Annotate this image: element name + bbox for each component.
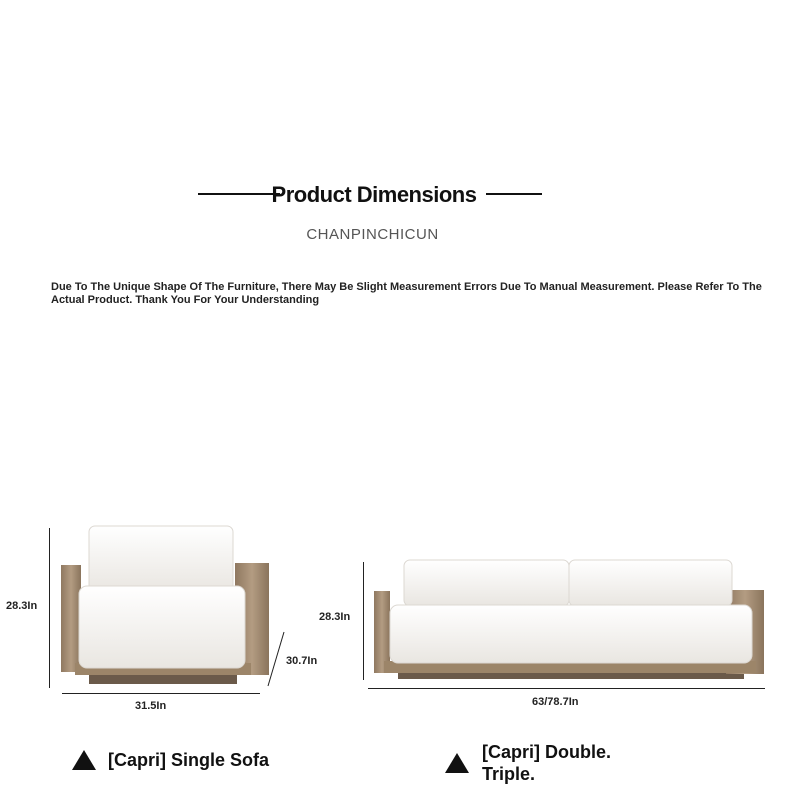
multi-sofa-seat-cushion [390, 605, 752, 663]
multi-height-label: 28.3In [319, 611, 351, 623]
single-sofa-back-cushion [89, 526, 233, 592]
page-subtitle: CHANPINCHICUN [306, 226, 439, 243]
multi-caption-triangle-icon [445, 753, 469, 773]
multi-height-line [363, 562, 364, 680]
single-width-line [62, 693, 260, 694]
measurement-notice: Due To The Unique Shape Of The Furniture, There May Be Slight Measurement Errors Due To Manual Measurement. Please Refer To The Actual Product. Thank You For Your Understanding [51, 281, 762, 306]
single-sofa-image [55, 520, 290, 690]
single-height-line [49, 528, 50, 688]
single-sofa-left-arm [61, 565, 81, 672]
multi-width-label: 63/78.7In [532, 696, 579, 708]
single-depth-line [264, 630, 288, 688]
single-sofa-caption: [Capri] Single Sofa [108, 750, 270, 770]
single-depth-label: 30.7In [286, 655, 318, 667]
multi-sofa-image [370, 555, 768, 685]
multi-sofa-back-cushion-right [569, 560, 732, 606]
single-caption-triangle-icon [72, 750, 96, 770]
multi-sofa-caption-line1: [Capri] Double. [482, 742, 611, 762]
multi-sofa-left-arm [374, 591, 390, 673]
single-sofa-seat-cushion [79, 586, 245, 668]
multi-sofa-back-cushion-left [404, 560, 569, 606]
multi-sofa-caption-line2: Triple. [482, 764, 536, 784]
single-width-label: 31.5In [135, 700, 167, 712]
multi-width-line [368, 688, 765, 689]
single-height-label: 28.3In [6, 600, 38, 612]
page-title: Product Dimensions [271, 182, 477, 207]
